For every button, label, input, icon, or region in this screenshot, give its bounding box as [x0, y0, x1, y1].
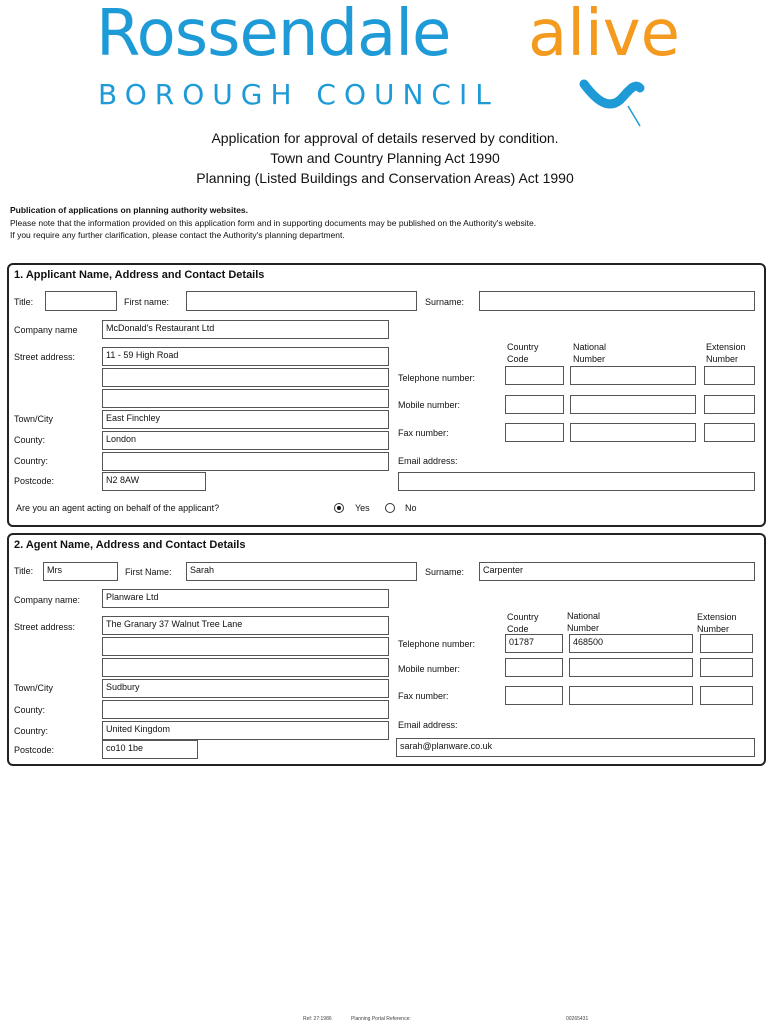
s2-tel-country-code[interactable]: 01787 — [505, 634, 563, 653]
s1-first-name-field[interactable] — [186, 291, 417, 311]
agent-yes-label: Yes — [355, 503, 370, 513]
s2-mobile-country-code[interactable] — [505, 658, 563, 677]
publication-text-2: If you require any further clarification, please contact the Authority's planning department. — [10, 230, 345, 240]
s1-email-label: Email address: — [398, 456, 458, 466]
s1-country-label: Country: — [14, 456, 49, 466]
logo-swoosh-icon — [578, 70, 648, 130]
section2-title: 2. Agent Name, Address and Contact Details — [14, 539, 246, 551]
s2-fax-label: Fax number: — [398, 691, 449, 701]
s2-fax-extension[interactable] — [700, 686, 753, 705]
s2-fax-national[interactable] — [569, 686, 693, 705]
s2-tel-national[interactable]: 468500 — [569, 634, 693, 653]
s2-extension-label-1: Extension — [697, 612, 737, 622]
s1-tel-national[interactable] — [570, 366, 696, 385]
s2-national-label-2: Number — [567, 623, 600, 633]
s1-surname-label: Surname: — [425, 297, 465, 307]
s2-postcode-label: Postcode: — [14, 745, 55, 755]
logo-rossendale: Rossendale — [96, 0, 451, 71]
footer-ref: Ref: 27:1986 — [303, 1016, 332, 1022]
s2-postcode-field[interactable]: co10 1be — [102, 740, 198, 759]
s1-fax-extension[interactable] — [704, 423, 755, 442]
s2-extension-label-2: Number — [697, 624, 730, 634]
form-title: Application for approval of details reserved by condition. — [211, 130, 559, 146]
s2-first-name-label: First Name: — [125, 567, 172, 577]
logo-borough-council: BOROUGH COUNCIL — [98, 78, 499, 111]
publication-heading: Publication of applications on planning authority websites. — [10, 205, 249, 215]
s1-fax-national[interactable] — [570, 423, 696, 442]
publication-text-1: Please note that the information provided on this application form and in supporting documents may be published on the Authority's website. — [10, 218, 537, 228]
s2-county-field[interactable] — [102, 700, 389, 719]
s1-extension-label-1: Extension — [706, 342, 746, 352]
s1-mobile-label: Mobile number: — [398, 400, 461, 410]
s1-telephone-label: Telephone number: — [398, 373, 476, 383]
s1-county-field[interactable]: London — [102, 431, 389, 450]
act-line-1: Town and Country Planning Act 1990 — [270, 150, 500, 166]
s2-country-field[interactable]: United Kingdom — [102, 721, 389, 740]
s1-postcode-field[interactable]: N2 8AW — [102, 472, 206, 491]
s1-company-label: Company name — [14, 325, 78, 335]
s2-company-field[interactable]: Planware Ltd — [102, 589, 389, 608]
s2-country-label: Country: — [14, 726, 49, 736]
footer-portal-label: Planning Portal Reference: — [351, 1016, 411, 1022]
s1-fax-label: Fax number: — [398, 428, 449, 438]
s1-country-field[interactable] — [102, 452, 389, 471]
s2-email-label: Email address: — [398, 720, 458, 730]
s2-street-label: Street address: — [14, 622, 76, 632]
agent-no-label: No — [405, 503, 417, 513]
s1-national-label-1: National — [573, 342, 607, 352]
s2-county-label: County: — [14, 705, 46, 715]
s2-first-name-field[interactable]: Sarah — [186, 562, 417, 581]
s1-street-field-2[interactable] — [102, 368, 389, 387]
s2-surname-label: Surname: — [425, 567, 465, 577]
s2-surname-field[interactable]: Carpenter — [479, 562, 755, 581]
act-line-2: Planning (Listed Buildings and Conservation Areas) Act 1990 — [196, 170, 574, 186]
s2-mobile-national[interactable] — [569, 658, 693, 677]
s2-country-code-label-1: Country — [507, 612, 539, 622]
s1-town-label: Town/City — [14, 414, 54, 424]
s2-street-field-1[interactable]: The Granary 37 Walnut Tree Lane — [102, 616, 389, 635]
s1-mobile-national[interactable] — [570, 395, 696, 414]
s2-town-label: Town/City — [14, 683, 54, 693]
agent-no-radio[interactable] — [385, 503, 395, 513]
s2-national-label-1: National — [567, 611, 601, 621]
s2-country-code-label-2: Code — [507, 624, 529, 634]
agent-question: Are you an agent acting on behalf of the applicant? — [16, 503, 220, 513]
s1-mobile-country-code[interactable] — [505, 395, 564, 414]
s1-tel-extension[interactable] — [704, 366, 755, 385]
s2-mobile-extension[interactable] — [700, 658, 753, 677]
s2-telephone-label: Telephone number: — [398, 639, 476, 649]
s2-town-field[interactable]: Sudbury — [102, 679, 389, 698]
s2-title-label: Title: — [14, 566, 34, 576]
s1-title-field[interactable] — [45, 291, 117, 311]
agent-yes-radio[interactable] — [334, 503, 344, 513]
s2-street-field-3[interactable] — [102, 658, 389, 677]
s1-street-field-1[interactable]: 11 - 59 High Road — [102, 347, 389, 366]
s1-title-label: Title: — [14, 297, 34, 307]
section1-title: 1. Applicant Name, Address and Contact Details — [14, 269, 265, 281]
s1-fax-country-code[interactable] — [505, 423, 564, 442]
s2-street-field-2[interactable] — [102, 637, 389, 656]
s2-tel-extension[interactable] — [700, 634, 753, 653]
s2-fax-country-code[interactable] — [505, 686, 563, 705]
s2-company-label: Company name: — [14, 595, 81, 605]
s1-postcode-label: Postcode: — [14, 476, 55, 486]
logo-alive: alive — [528, 0, 681, 71]
s1-county-label: County: — [14, 435, 46, 445]
s1-street-label: Street address: — [14, 352, 76, 362]
s1-country-code-label-1: Country — [507, 342, 539, 352]
s1-mobile-extension[interactable] — [704, 395, 755, 414]
s1-surname-field[interactable] — [479, 291, 755, 311]
s2-title-field[interactable]: Mrs — [43, 562, 118, 581]
s2-mobile-label: Mobile number: — [398, 664, 461, 674]
s1-country-code-label-2: Code — [507, 354, 529, 364]
s1-first-name-label: First name: — [124, 297, 170, 307]
s2-email-field[interactable]: sarah@planware.co.uk — [396, 738, 755, 757]
footer-portal-number: 00265431 — [566, 1016, 589, 1022]
s1-extension-label-2: Number — [706, 354, 739, 364]
s1-email-field[interactable] — [398, 472, 755, 491]
s1-company-field[interactable]: McDonald's Restaurant Ltd — [102, 320, 389, 339]
s1-street-field-3[interactable] — [102, 389, 389, 408]
s1-town-field[interactable]: East Finchley — [102, 410, 389, 429]
s1-tel-country-code[interactable] — [505, 366, 564, 385]
s1-national-label-2: Number — [573, 354, 606, 364]
